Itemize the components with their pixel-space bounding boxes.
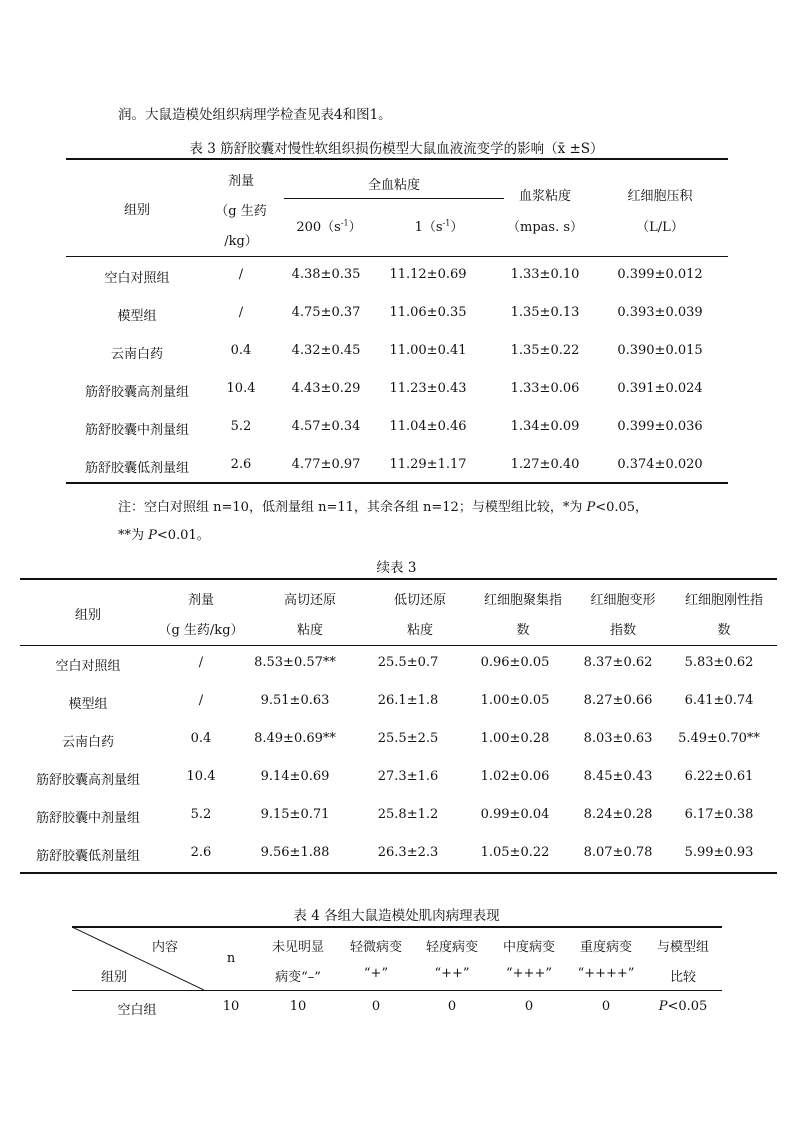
t3-h-hct: 红细胞压积 <box>627 189 693 204</box>
table-cell-plasma: 1.35±0.13 <box>510 305 580 320</box>
table-cell-low: 25.8±1.2 <box>377 807 439 822</box>
table-cell-def: 8.45±0.43 <box>583 769 653 784</box>
table-cell-def: 8.27±0.66 <box>583 693 653 708</box>
t4-h-n: n <box>226 951 236 966</box>
table-cell-wb1: 11.06±0.35 <box>389 305 467 320</box>
t3-h-group: 组别 <box>123 203 151 218</box>
table-cell-wb200: 4.77±0.97 <box>291 457 361 472</box>
table-cell-agg: 1.02±0.06 <box>480 769 550 784</box>
table-cell-group: 筋舒胶囊高剂量组 <box>35 773 141 788</box>
table-cell-hct: 0.390±0.015 <box>617 343 703 358</box>
table-cell-low: 25.5±0.7 <box>377 655 439 670</box>
table-cell-cmp: P<0.05 <box>658 999 708 1014</box>
table-cell-group: 筋舒胶囊中剂量组 <box>84 423 190 438</box>
table-cell-low: 25.5±2.5 <box>377 731 439 746</box>
table-cell-n: 10 <box>222 999 240 1014</box>
intro-text: 润。大鼠造模处组织病理学检查见表4和图1。 <box>118 107 392 123</box>
table-cell-hct: 0.399±0.012 <box>617 267 703 282</box>
table-cell-dose: / <box>238 267 244 282</box>
table3-caption: 表 3 筋舒胶囊对慢性软组织损伤模型大鼠血液流变学的影响（x̄ ±S） <box>189 141 604 157</box>
t3-h-plasma-unit: （mpas. s） <box>506 220 584 235</box>
table-cell-plasma: 1.33±0.06 <box>510 381 580 396</box>
table-cell-mod: 0 <box>524 999 534 1014</box>
table-cell-wb1: 11.00±0.41 <box>389 343 467 358</box>
t3b-h-def-2: 指数 <box>609 623 637 638</box>
table-cell-group: 模型组 <box>68 697 108 712</box>
t3b-h-rig-1: 红细胞刚性指 <box>684 593 764 608</box>
t3b-h-low-1: 低切还原 <box>393 593 447 608</box>
table-cell-agg: 0.99±0.04 <box>480 807 550 822</box>
table3b-header-rule <box>20 645 777 646</box>
t4-h-cmp-2: 比较 <box>669 970 697 985</box>
table-cell-hct: 0.374±0.020 <box>617 457 703 472</box>
table-cell-def: 8.07±0.78 <box>583 845 653 860</box>
table-cell-def: 8.37±0.62 <box>583 655 653 670</box>
table-cell-wb1: 11.23±0.43 <box>389 381 467 396</box>
table-cell-hct: 0.391±0.024 <box>617 381 703 396</box>
table-cell-group: 云南白药 <box>61 735 115 750</box>
t4-h-mild-2: “+” <box>363 966 389 981</box>
t3b-h-high-1: 高切还原 <box>283 593 337 608</box>
t3b-h-def-1: 红细胞变形 <box>590 593 656 608</box>
table-cell-dose: 5.2 <box>190 807 212 822</box>
table-cell-dose: / <box>198 693 204 708</box>
table-cell-wb200: 4.32±0.45 <box>291 343 361 358</box>
table-cell-def: 8.24±0.28 <box>583 807 653 822</box>
table-cell-agg: 0.96±0.05 <box>480 655 550 670</box>
t3-h-dose-1: 剂量 <box>227 174 255 189</box>
table-cell-none: 10 <box>289 999 307 1014</box>
table-cell-high: 9.15±0.71 <box>260 807 330 822</box>
table-cell-low: 26.1±1.8 <box>377 693 439 708</box>
table-cell-high: 9.14±0.69 <box>260 769 330 784</box>
table-cell-high: 8.53±0.57** <box>254 655 336 670</box>
t4-h-light-1: 轻度病变 <box>425 940 479 955</box>
t3-h-wb1: $1(s^{-1})$ <box>414 218 464 235</box>
table-cell-group: 筋舒胶囊高剂量组 <box>84 385 190 400</box>
table-cell-plasma: 1.35±0.22 <box>510 343 580 358</box>
table-cell-agg: 1.00±0.28 <box>480 731 550 746</box>
table4-caption: 表 4 各组大鼠造模处肌肉病理表现 <box>293 908 500 924</box>
table-cell-group: 空白组 <box>117 1003 157 1018</box>
table-cell-rig: 6.41±0.74 <box>684 693 754 708</box>
t4-h-none-1: 未见明显 <box>271 940 325 955</box>
table-cell-low: 27.3±1.6 <box>377 769 439 784</box>
table-cell-wb200: 4.75±0.37 <box>291 305 361 320</box>
t4-h-group: 组别 <box>100 970 128 985</box>
table-cell-dose: 2.6 <box>190 845 212 860</box>
table-cell-group: 筋舒胶囊低剂量组 <box>84 461 190 476</box>
t4-h-mod-2: “+++” <box>506 966 552 981</box>
t4-h-sev-2: “++++” <box>577 966 635 981</box>
table3b-caption: 续表 3 <box>376 560 417 576</box>
table-cell-dose: 10.4 <box>186 769 216 784</box>
t3-h-plasma: 血浆粘度 <box>518 189 572 204</box>
table-cell-wb200: 4.57±0.34 <box>291 419 361 434</box>
table-cell-group: 筋舒胶囊中剂量组 <box>35 811 141 826</box>
t3b-h-dose-2: （g 生药/kg） <box>158 623 244 638</box>
table-cell-high: 9.56±1.88 <box>260 845 330 860</box>
table-cell-group: 模型组 <box>117 309 157 324</box>
table-cell-dose: / <box>238 305 244 320</box>
t3b-h-rig-2: 数 <box>717 623 731 638</box>
table-cell-dose: 2.6 <box>230 457 252 472</box>
t3-h-whole-blood: 全血粘度 <box>367 178 421 193</box>
table-cell-agg: 1.00±0.05 <box>480 693 550 708</box>
table-cell-sev: 0 <box>601 999 611 1014</box>
table-cell-group: 空白对照组 <box>55 659 121 674</box>
table-cell-group: 云南白药 <box>110 347 164 362</box>
table-cell-group: 空白对照组 <box>104 271 170 286</box>
table-cell-high: 8.49±0.69** <box>254 731 336 746</box>
t4-h-light-2: “++” <box>434 966 470 981</box>
table3b-bottom-rule <box>20 872 777 874</box>
t4-h-sev-1: 重度病变 <box>579 940 633 955</box>
table-cell-mild: 0 <box>371 999 381 1014</box>
table-cell-plasma: 1.33±0.10 <box>510 267 580 282</box>
table-cell-plasma: 1.34±0.09 <box>510 419 580 434</box>
table-cell-wb200: 4.38±0.35 <box>291 267 361 282</box>
table-cell-agg: 1.05±0.22 <box>480 845 550 860</box>
table-cell-wb1: 11.29±1.17 <box>389 457 467 472</box>
table-cell-wb1: 11.12±0.69 <box>389 267 467 282</box>
table-cell-rig: 5.99±0.93 <box>684 845 754 860</box>
table-cell-dose: 5.2 <box>230 419 252 434</box>
table-cell-dose: 10.4 <box>226 381 256 396</box>
t4-h-content: 内容 <box>151 940 179 955</box>
t3-h-wb200: $200(s^{-1})$ <box>296 218 362 235</box>
t3-h-hct-unit: （L/L） <box>636 220 684 235</box>
table-cell-rig: 5.49±0.70** <box>678 731 760 746</box>
t3b-h-low-2: 粘度 <box>406 623 434 638</box>
table-cell-wb200: 4.43±0.29 <box>291 381 361 396</box>
table-cell-group: 筋舒胶囊低剂量组 <box>35 849 141 864</box>
table-cell-hct: 0.399±0.036 <box>617 419 703 434</box>
table-cell-dose: 0.4 <box>230 343 252 358</box>
table-cell-light: 0 <box>447 999 457 1014</box>
table3b-top-rule <box>20 578 777 580</box>
t3b-h-agg-1: 红细胞聚集指 <box>483 593 563 608</box>
table3-bottom-rule <box>66 482 728 484</box>
table-cell-rig: 6.17±0.38 <box>684 807 754 822</box>
t3b-h-high-2: 粘度 <box>296 623 324 638</box>
table-cell-rig: 6.22±0.61 <box>684 769 754 784</box>
table3-whole-blood-rule <box>284 198 504 199</box>
table3-top-rule <box>66 158 728 160</box>
table-cell-high: 9.51±0.63 <box>260 693 330 708</box>
table-cell-wb1: 11.04±0.46 <box>389 419 467 434</box>
table3-note-line1: 注：空白对照组 n=10，低剂量组 n=11，其余各组 n=12；与模型组比较，*为 P<0.05， <box>118 500 649 515</box>
t3b-h-agg-2: 数 <box>516 623 530 638</box>
t4-h-cmp-1: 与模型组 <box>656 940 710 955</box>
t3b-h-dose-1: 剂量 <box>187 593 215 608</box>
table3-header-rule <box>66 256 728 257</box>
t4-h-mod-1: 中度病变 <box>502 940 556 955</box>
t3-h-dose-3: /kg） <box>224 234 258 249</box>
table-cell-rig: 5.83±0.62 <box>684 655 754 670</box>
table-cell-hct: 0.393±0.039 <box>617 305 703 320</box>
table3-note-line2: **为 P<0.01。 <box>118 528 210 543</box>
table-cell-dose: 0.4 <box>190 731 212 746</box>
table-cell-dose: / <box>198 655 204 670</box>
t3-h-dose-2: （g 生药 <box>215 204 267 219</box>
t4-h-none-2: 病变“–” <box>275 970 321 985</box>
table4-diagonal-line <box>72 927 204 991</box>
t4-h-mild-1: 轻微病变 <box>349 940 403 955</box>
table-cell-def: 8.03±0.63 <box>583 731 653 746</box>
table-cell-low: 26.3±2.3 <box>377 845 439 860</box>
table-cell-plasma: 1.27±0.40 <box>510 457 580 472</box>
t3b-h-group: 组别 <box>74 608 102 623</box>
